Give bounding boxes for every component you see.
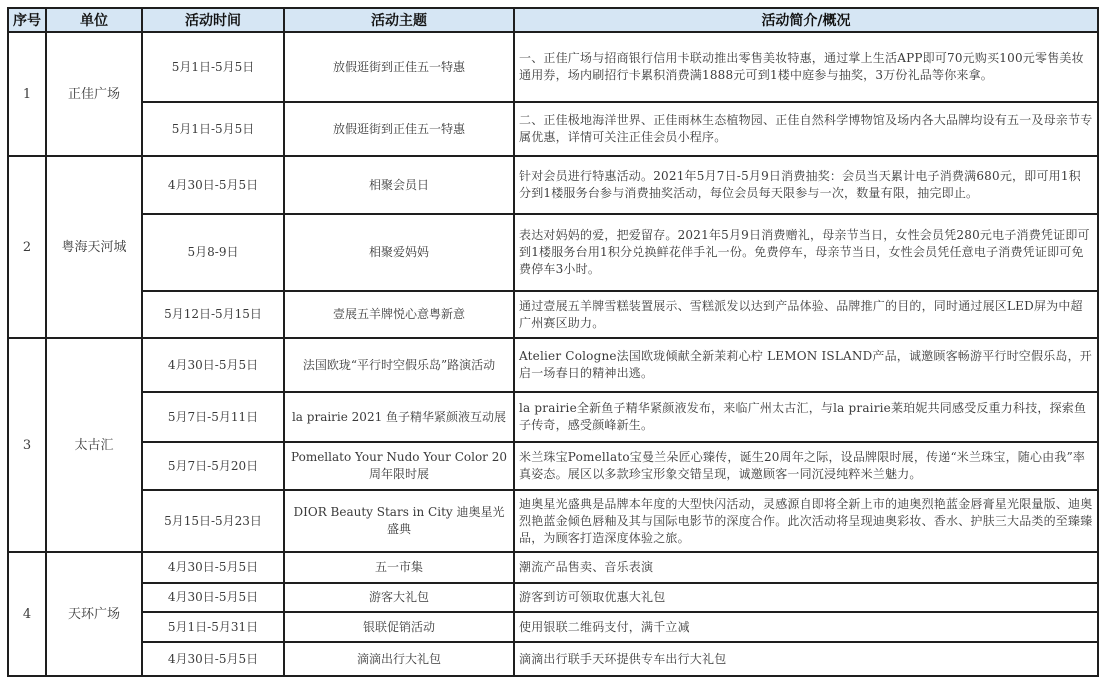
table-row [8, 102, 1098, 156]
activity-theme: 滴滴出行大礼包 [284, 642, 514, 676]
unit-name: 粤海天河城 [46, 156, 142, 338]
activity-time: 5月8-9日 [142, 214, 284, 291]
header-unit: 单位 [46, 8, 142, 32]
table-row [8, 552, 1098, 583]
activity-time: 4月30日-5月5日 [142, 583, 284, 612]
activity-theme: 壹展五羊牌悦心意粤新意 [284, 291, 514, 338]
activity-table [7, 7, 1099, 677]
activity-time: 4月30日-5月5日 [142, 338, 284, 392]
activity-time: 5月15日-5月23日 [142, 490, 284, 552]
activity-theme: la prairie 2021 鱼子精华紧颜液互动展 [284, 392, 514, 442]
activity-description: Atelier Cologne法国欧珑倾献全新茉莉心柠 LEMON ISLAND产品，诚邀顾客畅游平行时空假乐岛，开启一场春日的精神出逃。 [514, 338, 1098, 392]
table-row [8, 214, 1098, 291]
header-theme: 活动主题 [284, 8, 514, 32]
table-row [8, 642, 1098, 676]
activity-description: 米兰珠宝Pomellato宝曼兰朵匠心臻传，诞生20周年之际，设品牌限时展，传递“米兰珠宝，随心由我”率真姿态。展区以多款珍宝形象交错呈现，诚邀顾客一同沉浸纯粹米兰魅力。 [514, 442, 1098, 490]
activity-theme: 法国欧珑“平行时空假乐岛”路演活动 [284, 338, 514, 392]
table-row [8, 490, 1098, 552]
activity-time: 4月30日-5月5日 [142, 642, 284, 676]
table-row [8, 442, 1098, 490]
table-row [8, 291, 1098, 338]
activity-description: 滴滴出行联手天环提供专车出行大礼包 [514, 642, 1098, 676]
activity-theme: 游客大礼包 [284, 583, 514, 612]
activity-theme: 五一市集 [284, 552, 514, 583]
header-description: 活动简介/概况 [514, 8, 1098, 32]
activity-description: 迪奥星光盛典是品牌本年度的大型快闪活动，灵感源自即将全新上市的迪奥烈艳蓝金唇膏星光限量版、迪奥烈艳蓝金倾色唇釉及其与国际电影节的深度合作。此次活动将呈现迪奥彩妆、香水、护肤三大品类的至臻臻品，为顾客打造深度体验之旅。 [514, 490, 1098, 552]
unit-name: 正佳广场 [46, 32, 142, 156]
activity-description: 一、正佳广场与招商银行信用卡联动推出零售美妆特惠，通过掌上生活APP即可70元购买100元零售美妆通用券，场内刷招行卡累积消费满1888元可到1楼中庭参与抽奖，3万份礼品等你来拿。 [514, 32, 1098, 102]
activity-theme: 相聚会员日 [284, 156, 514, 214]
activity-theme: 放假逛街到正佳五一特惠 [284, 102, 514, 156]
activity-theme: DIOR Beauty Stars in City 迪奥星光盛典 [284, 490, 514, 552]
table-row [8, 392, 1098, 442]
activity-theme: Pomellato Your Nudo Your Color 20周年限时展 [284, 442, 514, 490]
activity-time: 5月12日-5月15日 [142, 291, 284, 338]
activity-theme: 放假逛街到正佳五一特惠 [284, 32, 514, 102]
activity-time: 4月30日-5月5日 [142, 156, 284, 214]
activity-theme: 相聚爱妈妈 [284, 214, 514, 291]
header-index: 序号 [8, 8, 46, 32]
table-row [8, 156, 1098, 214]
table-row [8, 612, 1098, 642]
activity-description: 针对会员进行特惠活动。2021年5月7日-5月9日消费抽奖：会员当天累计电子消费满680元，即可用1积分到1楼服务台参与消费抽奖活动，每位会员每天限参与一次，数量有限，抽完即止。 [514, 156, 1098, 214]
header-time: 活动时间 [142, 8, 284, 32]
activity-time: 5月7日-5月20日 [142, 442, 284, 490]
row-index: 3 [8, 338, 46, 552]
table-row [8, 583, 1098, 612]
header-row [8, 8, 1098, 32]
activity-description: la prairie全新鱼子精华紧颜液发布，来临广州太古汇，与la prairie莱珀妮共同感受反重力科技，探索鱼子传奇，感受颜峰新生。 [514, 392, 1098, 442]
activity-description: 潮流产品售卖、音乐表演 [514, 552, 1098, 583]
activity-description: 表达对妈妈的爱，把爱留存。2021年5月9日消费赠礼，母亲节当日，女性会员凭280元电子消费凭证即可到1楼服务台用1积分兑换鲜花伴手礼一份。免费停车，母亲节当日，女性会员凭任意电子消费凭证即可免费停车3小时。 [514, 214, 1098, 291]
row-index: 2 [8, 156, 46, 338]
activity-description: 使用银联二维码支付，满千立减 [514, 612, 1098, 642]
table-body [8, 32, 1098, 676]
activity-description: 二、正佳极地海洋世界、正佳雨林生态植物园、正佳自然科学博物馆及场内各大品牌均设有五一及母亲节专属优惠，详情可关注正佳会员小程序。 [514, 102, 1098, 156]
table-row [8, 338, 1098, 392]
activity-description: 通过壹展五羊牌雪糕装置展示、雪糕派发以达到产品体验、品牌推广的目的，同时通过展区LED屏为中超广州赛区助力。 [514, 291, 1098, 338]
activity-time: 5月7日-5月11日 [142, 392, 284, 442]
activity-time: 5月1日-5月5日 [142, 32, 284, 102]
table-row [8, 32, 1098, 102]
row-index: 1 [8, 32, 46, 156]
activity-description: 游客到访可领取优惠大礼包 [514, 583, 1098, 612]
activity-time: 5月1日-5月5日 [142, 102, 284, 156]
row-index: 4 [8, 552, 46, 676]
activity-time: 4月30日-5月5日 [142, 552, 284, 583]
activity-theme: 银联促销活动 [284, 612, 514, 642]
activity-time: 5月1日-5月31日 [142, 612, 284, 642]
unit-name: 天环广场 [46, 552, 142, 676]
unit-name: 太古汇 [46, 338, 142, 552]
